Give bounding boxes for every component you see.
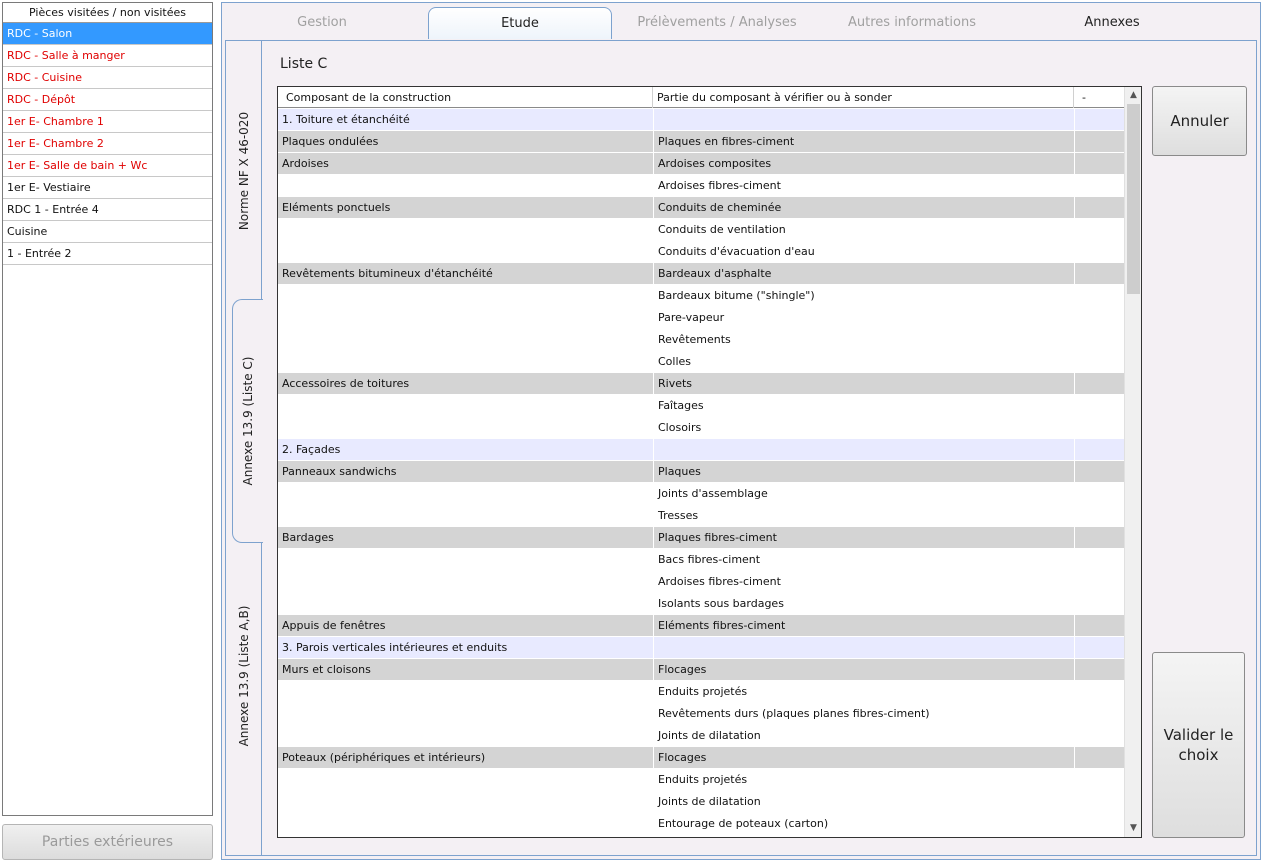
cell-extra[interactable] — [1074, 615, 1125, 637]
tab-annexes[interactable]: Annexes — [1084, 15, 1140, 30]
cell-partie: Plaques — [653, 461, 1074, 483]
table-row[interactable] — [278, 219, 1125, 241]
cell-composant: Ardoises — [282, 157, 329, 170]
vtab-norme[interactable] — [226, 51, 262, 291]
cell-extra[interactable] — [1074, 373, 1125, 395]
cell-extra[interactable] — [1074, 505, 1125, 527]
cell-extra[interactable] — [1074, 747, 1125, 769]
cell-composant — [278, 571, 653, 593]
cell-composant — [278, 241, 653, 263]
cell-composant — [278, 505, 653, 527]
exterior-parts-button[interactable]: Parties extérieures — [2, 824, 213, 860]
column-header-composant[interactable]: Composant de la construction — [278, 87, 653, 108]
room-item[interactable]: Cuisine — [3, 221, 212, 243]
cell-extra[interactable] — [1074, 241, 1125, 263]
room-item[interactable]: RDC 1 - Entrée 4 — [3, 199, 212, 221]
cell-extra[interactable] — [1074, 351, 1125, 373]
table-scrollbar[interactable] — [1124, 87, 1141, 837]
cell-partie: Plaques fibres-ciment — [653, 527, 1074, 549]
cell-partie: Joints de dilatation — [653, 791, 1074, 813]
cell-partie: Rivets — [653, 373, 1074, 395]
table-row[interactable] — [278, 791, 1125, 813]
cell-extra[interactable] — [1074, 813, 1125, 835]
cell-composant — [278, 725, 653, 747]
cell-extra[interactable] — [1074, 659, 1125, 681]
table-row[interactable] — [278, 329, 1125, 351]
cell-extra[interactable] — [1074, 593, 1125, 615]
cell-extra[interactable] — [1074, 395, 1125, 417]
table-row[interactable] — [278, 813, 1125, 835]
tab-gestion[interactable]: Gestion — [297, 15, 347, 30]
cell-partie: Revêtements — [653, 329, 1074, 351]
room-item[interactable]: 1er E- Chambre 1 — [3, 111, 212, 133]
table-row[interactable] — [278, 461, 1125, 483]
cell-partie: Enduits projetés — [653, 769, 1074, 791]
cell-composant: Eléments ponctuels — [282, 201, 391, 214]
cell-composant: Plaques ondulées — [282, 135, 379, 148]
cell-partie — [653, 109, 1074, 131]
cell-composant: Panneaux sandwichs — [282, 465, 397, 478]
cell-partie: Tresses — [653, 505, 1074, 527]
table-row[interactable] — [278, 571, 1125, 593]
room-item[interactable]: 1er E- Chambre 2 — [3, 133, 212, 155]
cell-extra[interactable] — [1074, 263, 1125, 285]
cell-extra[interactable] — [1074, 197, 1125, 219]
cell-extra[interactable] — [1074, 703, 1125, 725]
cell-extra[interactable] — [1074, 153, 1125, 175]
cell-composant: Appuis de fenêtres — [282, 619, 386, 632]
table-row[interactable] — [278, 725, 1125, 747]
cell-extra[interactable] — [1074, 131, 1125, 153]
table-row[interactable] — [278, 417, 1125, 439]
cell-partie: Conduits de cheminée — [653, 197, 1074, 219]
cell-partie: Conduits de ventilation — [653, 219, 1074, 241]
cell-composant — [278, 483, 653, 505]
table-row[interactable] — [278, 197, 1125, 219]
cell-composant: 2. Façades — [282, 443, 341, 456]
cell-partie: Enduits projetés — [653, 681, 1074, 703]
cell-partie: Colles — [653, 351, 1074, 373]
cell-partie: Entourage de poteaux (carton) — [653, 813, 1074, 835]
table-row[interactable] — [278, 747, 1125, 769]
room-item[interactable]: 1er E- Vestiaire — [3, 177, 212, 199]
cell-extra[interactable] — [1074, 329, 1125, 351]
cell-extra[interactable] — [1074, 285, 1125, 307]
table-header — [278, 87, 1125, 108]
cell-extra[interactable] — [1074, 307, 1125, 329]
cell-composant: Revêtements bitumineux d'étanchéité — [282, 267, 493, 280]
cell-composant — [278, 285, 653, 307]
vtab-norme-label: Norme NF X 46-020 — [237, 111, 251, 231]
table-row[interactable] — [278, 615, 1125, 637]
vertical-tabs — [226, 41, 262, 855]
table-row[interactable] — [278, 659, 1125, 681]
cell-composant: Bardages — [282, 531, 334, 544]
section-row[interactable] — [278, 637, 1125, 659]
table-row[interactable] — [278, 373, 1125, 395]
room-item[interactable]: RDC - Salle à manger — [3, 45, 212, 67]
tab-bar — [222, 3, 1260, 39]
column-header-partie[interactable]: Partie du composant à vérifier ou à sonder — [653, 87, 1074, 108]
cell-extra[interactable] — [1074, 637, 1125, 659]
cell-composant — [278, 329, 653, 351]
vtab-liste-ab-label: Annexe 13.9 (Liste A,B) — [237, 605, 251, 747]
table-row[interactable] — [278, 153, 1125, 175]
table-row[interactable] — [278, 395, 1125, 417]
cell-partie: Flocages — [653, 659, 1074, 681]
cell-partie: Conduits d'évacuation d'eau — [653, 241, 1074, 263]
tab-prelevements[interactable]: Prélèvements / Analyses — [637, 15, 797, 30]
content-box — [225, 40, 1257, 856]
room-item[interactable]: RDC - Cuisine — [3, 67, 212, 89]
cell-extra[interactable] — [1074, 549, 1125, 571]
cell-partie: Flocages — [653, 747, 1074, 769]
cell-composant: 1. Toiture et étanchéité — [282, 113, 410, 126]
cell-extra[interactable] — [1074, 725, 1125, 747]
table-row[interactable] — [278, 527, 1125, 549]
cell-extra[interactable] — [1074, 483, 1125, 505]
room-list — [3, 23, 212, 265]
cell-composant — [278, 307, 653, 329]
table-row[interactable] — [278, 769, 1125, 791]
cell-composant: Poteaux (périphériques et intérieurs) — [282, 751, 486, 764]
table-row[interactable] — [278, 593, 1125, 615]
main-frame — [221, 2, 1261, 860]
cell-extra[interactable] — [1074, 769, 1125, 791]
cell-extra[interactable] — [1074, 439, 1125, 461]
cell-extra[interactable] — [1074, 791, 1125, 813]
cell-extra[interactable] — [1074, 461, 1125, 483]
tab-etude[interactable]: Etude — [428, 7, 612, 39]
section-row[interactable] — [278, 109, 1125, 131]
vtab-liste-c[interactable] — [232, 299, 263, 543]
cell-composant — [278, 703, 653, 725]
cell-extra[interactable] — [1074, 109, 1125, 131]
cancel-button[interactable]: Annuler — [1152, 86, 1247, 156]
cell-partie: Bardeaux d'asphalte — [653, 263, 1074, 285]
tab-autres-informations[interactable]: Autres informations — [848, 15, 976, 30]
room-item[interactable]: RDC - Salon — [3, 23, 212, 45]
table-row[interactable] — [278, 307, 1125, 329]
cell-partie: Ardoises fibres-ciment — [653, 175, 1074, 197]
table-row[interactable] — [278, 483, 1125, 505]
cell-partie — [653, 637, 1074, 659]
cell-composant — [278, 351, 653, 373]
cell-composant — [278, 791, 653, 813]
table-rows — [278, 109, 1125, 835]
cell-partie: Faîtages — [653, 395, 1074, 417]
cell-composant: Accessoires de toitures — [282, 377, 410, 390]
table-row[interactable] — [278, 131, 1125, 153]
cell-composant: 3. Parois verticales intérieures et enduits — [282, 641, 508, 654]
components-table — [277, 86, 1142, 838]
cell-partie: Joints de dilatation — [653, 725, 1074, 747]
table-row[interactable] — [278, 175, 1125, 197]
cell-composant — [278, 219, 653, 241]
table-row[interactable] — [278, 703, 1125, 725]
scroll-up-icon[interactable]: ▲ — [1130, 90, 1137, 100]
cell-extra[interactable] — [1074, 219, 1125, 241]
room-item[interactable]: 1er E- Salle de bain + Wc — [3, 155, 212, 177]
table-row[interactable] — [278, 241, 1125, 263]
cell-extra[interactable] — [1074, 175, 1125, 197]
scroll-thumb[interactable] — [1127, 104, 1140, 294]
table-row[interactable] — [278, 285, 1125, 307]
table-row[interactable] — [278, 351, 1125, 373]
section-row[interactable] — [278, 439, 1125, 461]
cell-composant — [278, 593, 653, 615]
cell-composant — [278, 549, 653, 571]
rooms-header: Pièces visitées / non visitées — [3, 3, 212, 23]
cell-composant — [278, 681, 653, 703]
table-row[interactable] — [278, 505, 1125, 527]
scroll-down-icon[interactable]: ▼ — [1130, 823, 1137, 833]
list-title: Liste C — [280, 56, 328, 72]
cell-partie: Bacs fibres-ciment — [653, 549, 1074, 571]
cell-partie: Closoirs — [653, 417, 1074, 439]
cell-partie: Ardoises fibres-ciment — [653, 571, 1074, 593]
cell-extra[interactable] — [1074, 571, 1125, 593]
cell-partie: Isolants sous bardages — [653, 593, 1074, 615]
cell-composant — [278, 417, 653, 439]
cell-partie: Plaques en fibres-ciment — [653, 131, 1074, 153]
cell-extra[interactable] — [1074, 681, 1125, 703]
cell-partie — [653, 439, 1074, 461]
cell-composant — [278, 175, 653, 197]
cell-composant — [278, 769, 653, 791]
cell-partie: Revêtements durs (plaques planes fibres-ciment) — [653, 703, 1074, 725]
cell-extra[interactable] — [1074, 417, 1125, 439]
table-row[interactable] — [278, 549, 1125, 571]
cell-partie: Pare-vapeur — [653, 307, 1074, 329]
column-header-extra[interactable]: - — [1082, 91, 1086, 104]
vtab-liste-c-label: Annexe 13.9 (Liste C) — [241, 356, 255, 486]
validate-button[interactable]: Valider le choix — [1152, 652, 1245, 838]
cell-composant — [278, 395, 653, 417]
cell-partie: Bardeaux bitume ("shingle") — [653, 285, 1074, 307]
cell-composant: Murs et cloisons — [282, 663, 371, 676]
vtab-liste-ab[interactable] — [226, 601, 262, 751]
cell-composant — [278, 813, 653, 835]
cell-partie: Joints d'assemblage — [653, 483, 1074, 505]
table-row[interactable] — [278, 263, 1125, 285]
rooms-panel — [2, 2, 213, 816]
cell-partie: Eléments fibres-ciment — [653, 615, 1074, 637]
room-item[interactable]: 1 - Entrée 2 — [3, 243, 212, 265]
cell-extra[interactable] — [1074, 527, 1125, 549]
cell-partie: Ardoises composites — [653, 153, 1074, 175]
table-row[interactable] — [278, 681, 1125, 703]
room-item[interactable]: RDC - Dépôt — [3, 89, 212, 111]
